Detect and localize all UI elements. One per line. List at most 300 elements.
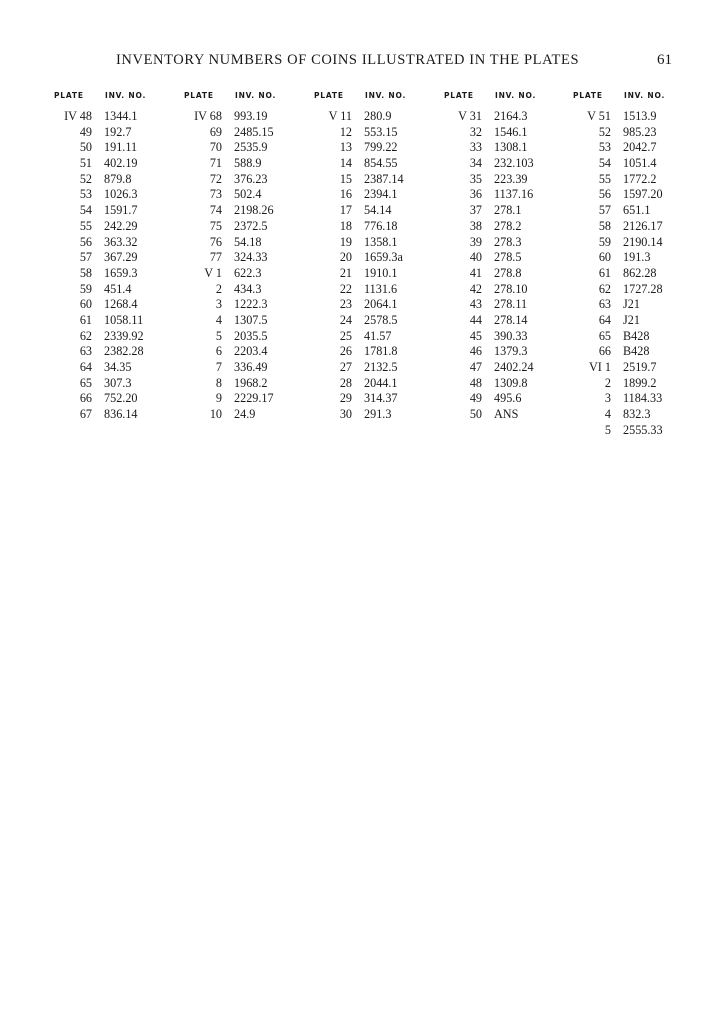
inventory-number: 1659.3 [104, 265, 138, 280]
plate-number: 7 [215, 360, 222, 374]
inventory-row [314, 282, 444, 298]
inventory-number: 1358.1 [364, 234, 398, 249]
inventory-number: 622.3 [234, 265, 262, 280]
inventory-column [184, 91, 314, 423]
plate-number: 53 [598, 140, 611, 155]
inventory-row [444, 297, 574, 313]
inventory-number: 278.8 [494, 265, 522, 280]
inventory-row [184, 219, 314, 235]
plate-number: 50 [79, 140, 92, 155]
inventory-row [444, 140, 574, 156]
plate-number: 19 [339, 234, 352, 249]
inventory-row [314, 125, 444, 141]
plate-number: 59 [598, 234, 611, 249]
inventory-row [54, 391, 184, 407]
plate-number: 10 [209, 407, 222, 422]
column-header [184, 91, 314, 109]
inventory-number: 1307.5 [234, 312, 268, 327]
inventory-number: 776.18 [364, 218, 398, 233]
plate-number: 73 [209, 187, 222, 202]
plate-number: 76 [209, 234, 222, 249]
inventory-number: 2485.15 [234, 124, 274, 139]
inventory-number: 2555.33 [623, 422, 663, 437]
inventory-row [314, 235, 444, 251]
plate-number: IV 48 [64, 109, 92, 123]
inventory-number: 278.2 [494, 218, 522, 233]
inventory-row [314, 376, 444, 392]
plate-number: 56 [79, 234, 92, 249]
plate-number: 57 [79, 250, 92, 265]
plate-number: 32 [469, 124, 482, 139]
inventory-number: 336.49 [234, 360, 268, 374]
plate-number: 2 [604, 375, 611, 390]
inventory-number: 2382.28 [104, 344, 144, 359]
inventory-number: 1968.2 [234, 375, 268, 390]
inventory-number: 1727.28 [623, 281, 663, 296]
inventory-row [54, 125, 184, 141]
inventory-row [54, 219, 184, 235]
plate-number: 52 [598, 124, 611, 139]
inventory-number: 223.39 [494, 171, 528, 186]
inventory-row [444, 391, 574, 407]
plate-number: V 31 [458, 109, 482, 123]
plate-number: 4 [604, 407, 611, 422]
inventory-columns [0, 91, 727, 451]
inventory-number: 367.29 [104, 250, 138, 265]
inventory-number: 2339.92 [104, 328, 144, 343]
inventory-row [184, 266, 314, 282]
inventory-number: 1184.33 [623, 391, 663, 406]
inventory-number: 314.37 [364, 391, 398, 406]
inventory-number: 34.35 [104, 360, 132, 374]
inv-no-column-heading: INV. NO. [495, 91, 537, 100]
plate-number: 3 [604, 391, 611, 406]
plate-number: 39 [469, 234, 482, 249]
plate-number: 58 [79, 265, 92, 280]
inventory-number: 2229.17 [234, 391, 274, 406]
inventory-number: 1058.11 [104, 312, 144, 327]
plate-number: 56 [598, 187, 611, 202]
inventory-number: 2044.1 [364, 375, 398, 390]
inventory-number: 2132.5 [364, 360, 398, 374]
inventory-number: 2402.24 [494, 360, 534, 374]
plate-number: 27 [339, 360, 352, 374]
inventory-number: 1591.7 [104, 203, 138, 218]
inv-no-column-heading: INV. NO. [235, 91, 277, 100]
inventory-row [54, 172, 184, 188]
plate-number: 54 [598, 156, 611, 171]
inventory-number: 191.3 [623, 250, 651, 265]
inventory-number: B428 [623, 328, 650, 343]
inventory-row [444, 344, 574, 360]
inventory-number: 799.22 [364, 140, 398, 155]
plate-column-heading: PLATE [54, 91, 84, 100]
inventory-number: 1546.1 [494, 124, 528, 139]
inventory-number: 2126.17 [623, 218, 663, 233]
plate-number: 36 [469, 187, 482, 202]
plate-number: 52 [79, 171, 92, 186]
inventory-number: 2064.1 [364, 297, 398, 312]
inventory-row [314, 172, 444, 188]
column-header [573, 91, 703, 109]
plate-number: 21 [339, 265, 352, 280]
inventory-number: 1222.3 [234, 297, 268, 312]
plate-number: 41 [469, 265, 482, 280]
inventory-number: 1899.2 [623, 375, 657, 390]
inventory-number: 2578.5 [364, 312, 398, 327]
inventory-number: 390.33 [494, 328, 528, 343]
plate-number: 77 [209, 250, 222, 265]
inventory-row [314, 219, 444, 235]
inventory-column [314, 91, 444, 423]
inventory-row [184, 203, 314, 219]
inventory-number: 651.1 [623, 203, 651, 218]
inventory-row [54, 235, 184, 251]
inventory-number: 495.6 [494, 391, 522, 406]
inventory-row [184, 187, 314, 203]
inventory-row [54, 313, 184, 329]
plate-number: 12 [339, 124, 352, 139]
inventory-row [314, 140, 444, 156]
inventory-row [54, 376, 184, 392]
plate-number: 17 [339, 203, 352, 218]
inventory-number: 1309.8 [494, 375, 528, 390]
inventory-row [573, 156, 703, 172]
inventory-row [184, 329, 314, 345]
plate-number: 6 [215, 344, 222, 359]
inventory-row [573, 250, 703, 266]
inventory-row [54, 109, 184, 125]
running-title: INVENTORY NUMBERS OF COINS ILLUSTRATED IN THE PLATES [116, 52, 580, 68]
inventory-row [54, 203, 184, 219]
plate-number: 48 [469, 375, 482, 390]
inventory-row [314, 391, 444, 407]
inventory-number: 192.7 [104, 124, 132, 139]
inventory-row [573, 329, 703, 345]
inventory-row [314, 407, 444, 423]
inventory-row [314, 109, 444, 125]
inventory-row [54, 360, 184, 376]
inventory-row [444, 172, 574, 188]
inventory-row [54, 266, 184, 282]
inventory-row [184, 360, 314, 376]
inventory-row [444, 109, 574, 125]
inventory-number: 993.19 [234, 109, 268, 123]
plate-number: IV 68 [194, 109, 222, 123]
inventory-row [444, 266, 574, 282]
inventory-number: 832.3 [623, 407, 651, 422]
inventory-row [573, 235, 703, 251]
plate-number: 65 [598, 328, 611, 343]
plate-number: 70 [209, 140, 222, 155]
inventory-row [184, 407, 314, 423]
plate-number: 13 [339, 140, 352, 155]
inventory-number: 280.9 [364, 109, 392, 123]
inventory-row [54, 187, 184, 203]
inventory-number: 1379.3 [494, 344, 528, 359]
plate-number: 33 [469, 140, 482, 155]
inventory-number: 54.18 [234, 234, 262, 249]
inventory-number: 1513.9 [623, 109, 657, 123]
plate-number: 62 [598, 281, 611, 296]
inventory-row [184, 235, 314, 251]
inventory-number: 41.57 [364, 328, 392, 343]
inventory-number: 278.10 [494, 281, 528, 296]
inventory-row [54, 140, 184, 156]
inventory-row [184, 391, 314, 407]
inventory-row [573, 313, 703, 329]
plate-number: 63 [79, 344, 92, 359]
plate-number: 4 [215, 312, 222, 327]
plate-number: 14 [339, 156, 352, 171]
plate-number: 64 [598, 312, 611, 327]
inventory-number: 451.4 [104, 281, 132, 296]
inventory-number: 985.23 [623, 124, 657, 139]
inventory-row [184, 376, 314, 392]
plate-number: V 11 [328, 109, 352, 123]
plate-number: V 51 [587, 109, 611, 123]
inventory-number: 2203.4 [234, 344, 268, 359]
plate-number: 43 [469, 297, 482, 312]
plate-number: 53 [79, 187, 92, 202]
plate-number: 71 [209, 156, 222, 171]
plate-number: 42 [469, 281, 482, 296]
inventory-number: 278.5 [494, 250, 522, 265]
inventory-row [573, 423, 703, 439]
inventory-column [573, 91, 703, 438]
inventory-row [444, 187, 574, 203]
inventory-row [314, 313, 444, 329]
plate-number: 2 [215, 281, 222, 296]
running-header [116, 52, 676, 72]
plate-number: 24 [339, 312, 352, 327]
inventory-row [314, 250, 444, 266]
plate-number: 51 [79, 156, 92, 171]
inventory-number: 836.14 [104, 407, 138, 422]
plate-number: 61 [598, 265, 611, 280]
inventory-number: 1344.1 [104, 109, 138, 123]
inventory-row [573, 344, 703, 360]
plate-number: VI 1 [588, 360, 611, 374]
plate-number: 66 [79, 391, 92, 406]
inventory-number: 1268.4 [104, 297, 138, 312]
plate-number: 26 [339, 344, 352, 359]
inv-no-column-heading: INV. NO. [105, 91, 147, 100]
plate-number: 5 [604, 422, 611, 437]
inventory-row [314, 203, 444, 219]
inventory-number: 2387.14 [364, 171, 404, 186]
inventory-row [444, 219, 574, 235]
inventory-number: 1781.8 [364, 344, 398, 359]
inventory-number: 278.14 [494, 312, 528, 327]
inventory-number: 434.3 [234, 281, 262, 296]
plate-number: 65 [79, 375, 92, 390]
plate-number: 22 [339, 281, 352, 296]
inventory-row [444, 407, 574, 423]
plate-number: 58 [598, 218, 611, 233]
inventory-number: J21 [623, 297, 640, 312]
plate-number: 23 [339, 297, 352, 312]
inventory-row [184, 282, 314, 298]
inventory-column [54, 91, 184, 423]
plate-number: 49 [469, 391, 482, 406]
column-header [444, 91, 574, 109]
plate-number: 5 [215, 328, 222, 343]
page-number: 61 [657, 52, 672, 68]
inventory-row [444, 282, 574, 298]
inventory-row [184, 172, 314, 188]
plate-number: 69 [209, 124, 222, 139]
inventory-row [184, 140, 314, 156]
inventory-row [444, 250, 574, 266]
inventory-number: 588.9 [234, 156, 262, 171]
inv-no-column-heading: INV. NO. [624, 91, 666, 100]
plate-number: 9 [215, 391, 222, 406]
plate-number: 72 [209, 171, 222, 186]
plate-number: 20 [339, 250, 352, 265]
inventory-row [314, 187, 444, 203]
inventory-row [54, 407, 184, 423]
plate-number: 62 [79, 328, 92, 343]
inventory-number: 862.28 [623, 265, 657, 280]
plate-number: 46 [469, 344, 482, 359]
inventory-row [184, 109, 314, 125]
plate-column-heading: PLATE [184, 91, 214, 100]
plate-number: 38 [469, 218, 482, 233]
inventory-row [573, 219, 703, 235]
inventory-number: 1308.1 [494, 140, 528, 155]
plate-number: 29 [339, 391, 352, 406]
inventory-row [54, 329, 184, 345]
plate-number: 64 [79, 360, 92, 374]
inventory-row [573, 187, 703, 203]
inventory-row [184, 344, 314, 360]
inventory-number: 54.14 [364, 203, 392, 218]
inventory-number: 1597.20 [623, 187, 663, 202]
inventory-number: 278.1 [494, 203, 522, 218]
inventory-row [314, 344, 444, 360]
inventory-number: 363.32 [104, 234, 138, 249]
inventory-number: 324.33 [234, 250, 268, 265]
inventory-row [573, 172, 703, 188]
inventory-row [314, 360, 444, 376]
inventory-number: 307.3 [104, 375, 132, 390]
plate-number: 15 [339, 171, 352, 186]
inventory-number: 191.11 [104, 140, 138, 155]
plate-number: 74 [209, 203, 222, 218]
plate-number: 18 [339, 218, 352, 233]
inventory-number: 2394.1 [364, 187, 398, 202]
inventory-number: 854.55 [364, 156, 398, 171]
plate-number: 45 [469, 328, 482, 343]
inventory-row [573, 125, 703, 141]
plate-number: 40 [469, 250, 482, 265]
inventory-row [573, 266, 703, 282]
inventory-number: B428 [623, 344, 650, 359]
plate-column-heading: PLATE [573, 91, 603, 100]
inventory-row [54, 156, 184, 172]
inventory-number: 553.15 [364, 124, 398, 139]
inventory-number: 1910.1 [364, 265, 398, 280]
inventory-number: 402.19 [104, 156, 138, 171]
inventory-number: 1772.2 [623, 171, 657, 186]
column-header [314, 91, 444, 109]
inventory-number: 879.8 [104, 171, 132, 186]
plate-number: 37 [469, 203, 482, 218]
inventory-row [573, 360, 703, 376]
plate-number: 35 [469, 171, 482, 186]
plate-number: 67 [79, 407, 92, 422]
inventory-number: 376.23 [234, 171, 268, 186]
inventory-number: ANS [494, 407, 519, 422]
inventory-row [314, 297, 444, 313]
inventory-row [573, 391, 703, 407]
plate-number: 8 [215, 375, 222, 390]
inventory-number: 291.3 [364, 407, 392, 422]
inventory-row [184, 297, 314, 313]
inventory-row [444, 235, 574, 251]
plate-number: 30 [339, 407, 352, 422]
inventory-column [444, 91, 574, 423]
plate-column-heading: PLATE [444, 91, 474, 100]
inventory-number: 24.9 [234, 407, 256, 422]
plate-number: 3 [215, 297, 222, 312]
inventory-number: 2519.7 [623, 360, 657, 374]
inventory-row [54, 297, 184, 313]
inventory-number: 278.11 [494, 297, 528, 312]
inventory-row [184, 313, 314, 329]
plate-number: 16 [339, 187, 352, 202]
plate-column-heading: PLATE [314, 91, 344, 100]
inventory-row [314, 266, 444, 282]
plate-number: 25 [339, 328, 352, 343]
inventory-number: 2164.3 [494, 109, 528, 123]
column-header [54, 91, 184, 109]
inventory-number: 2190.14 [623, 234, 663, 249]
inventory-row [573, 282, 703, 298]
inventory-number: 1137.16 [494, 187, 534, 202]
inventory-number: 1131.6 [364, 281, 398, 296]
inventory-number: 2372.5 [234, 218, 268, 233]
plate-number: 55 [79, 218, 92, 233]
inventory-number: 752.20 [104, 391, 138, 406]
plate-number: 59 [79, 281, 92, 296]
inventory-row [314, 329, 444, 345]
inventory-number: 232.103 [494, 156, 534, 171]
inventory-number: 242.29 [104, 218, 138, 233]
inventory-row [184, 156, 314, 172]
inventory-number: 502.4 [234, 187, 262, 202]
inventory-number: 2198.26 [234, 203, 274, 218]
plate-number: 63 [598, 297, 611, 312]
plate-number: 60 [79, 297, 92, 312]
inventory-number: 1051.4 [623, 156, 657, 171]
inventory-row [573, 376, 703, 392]
inventory-number: 2042.7 [623, 140, 657, 155]
inventory-row [444, 125, 574, 141]
plate-number: 60 [598, 250, 611, 265]
inventory-row [444, 156, 574, 172]
plate-number: 49 [79, 124, 92, 139]
inventory-row [573, 297, 703, 313]
plate-number: 28 [339, 375, 352, 390]
inventory-row [54, 344, 184, 360]
plate-number: 55 [598, 171, 611, 186]
inventory-row [573, 203, 703, 219]
inventory-row [573, 140, 703, 156]
inventory-row [184, 250, 314, 266]
plate-number: V 1 [204, 265, 222, 280]
